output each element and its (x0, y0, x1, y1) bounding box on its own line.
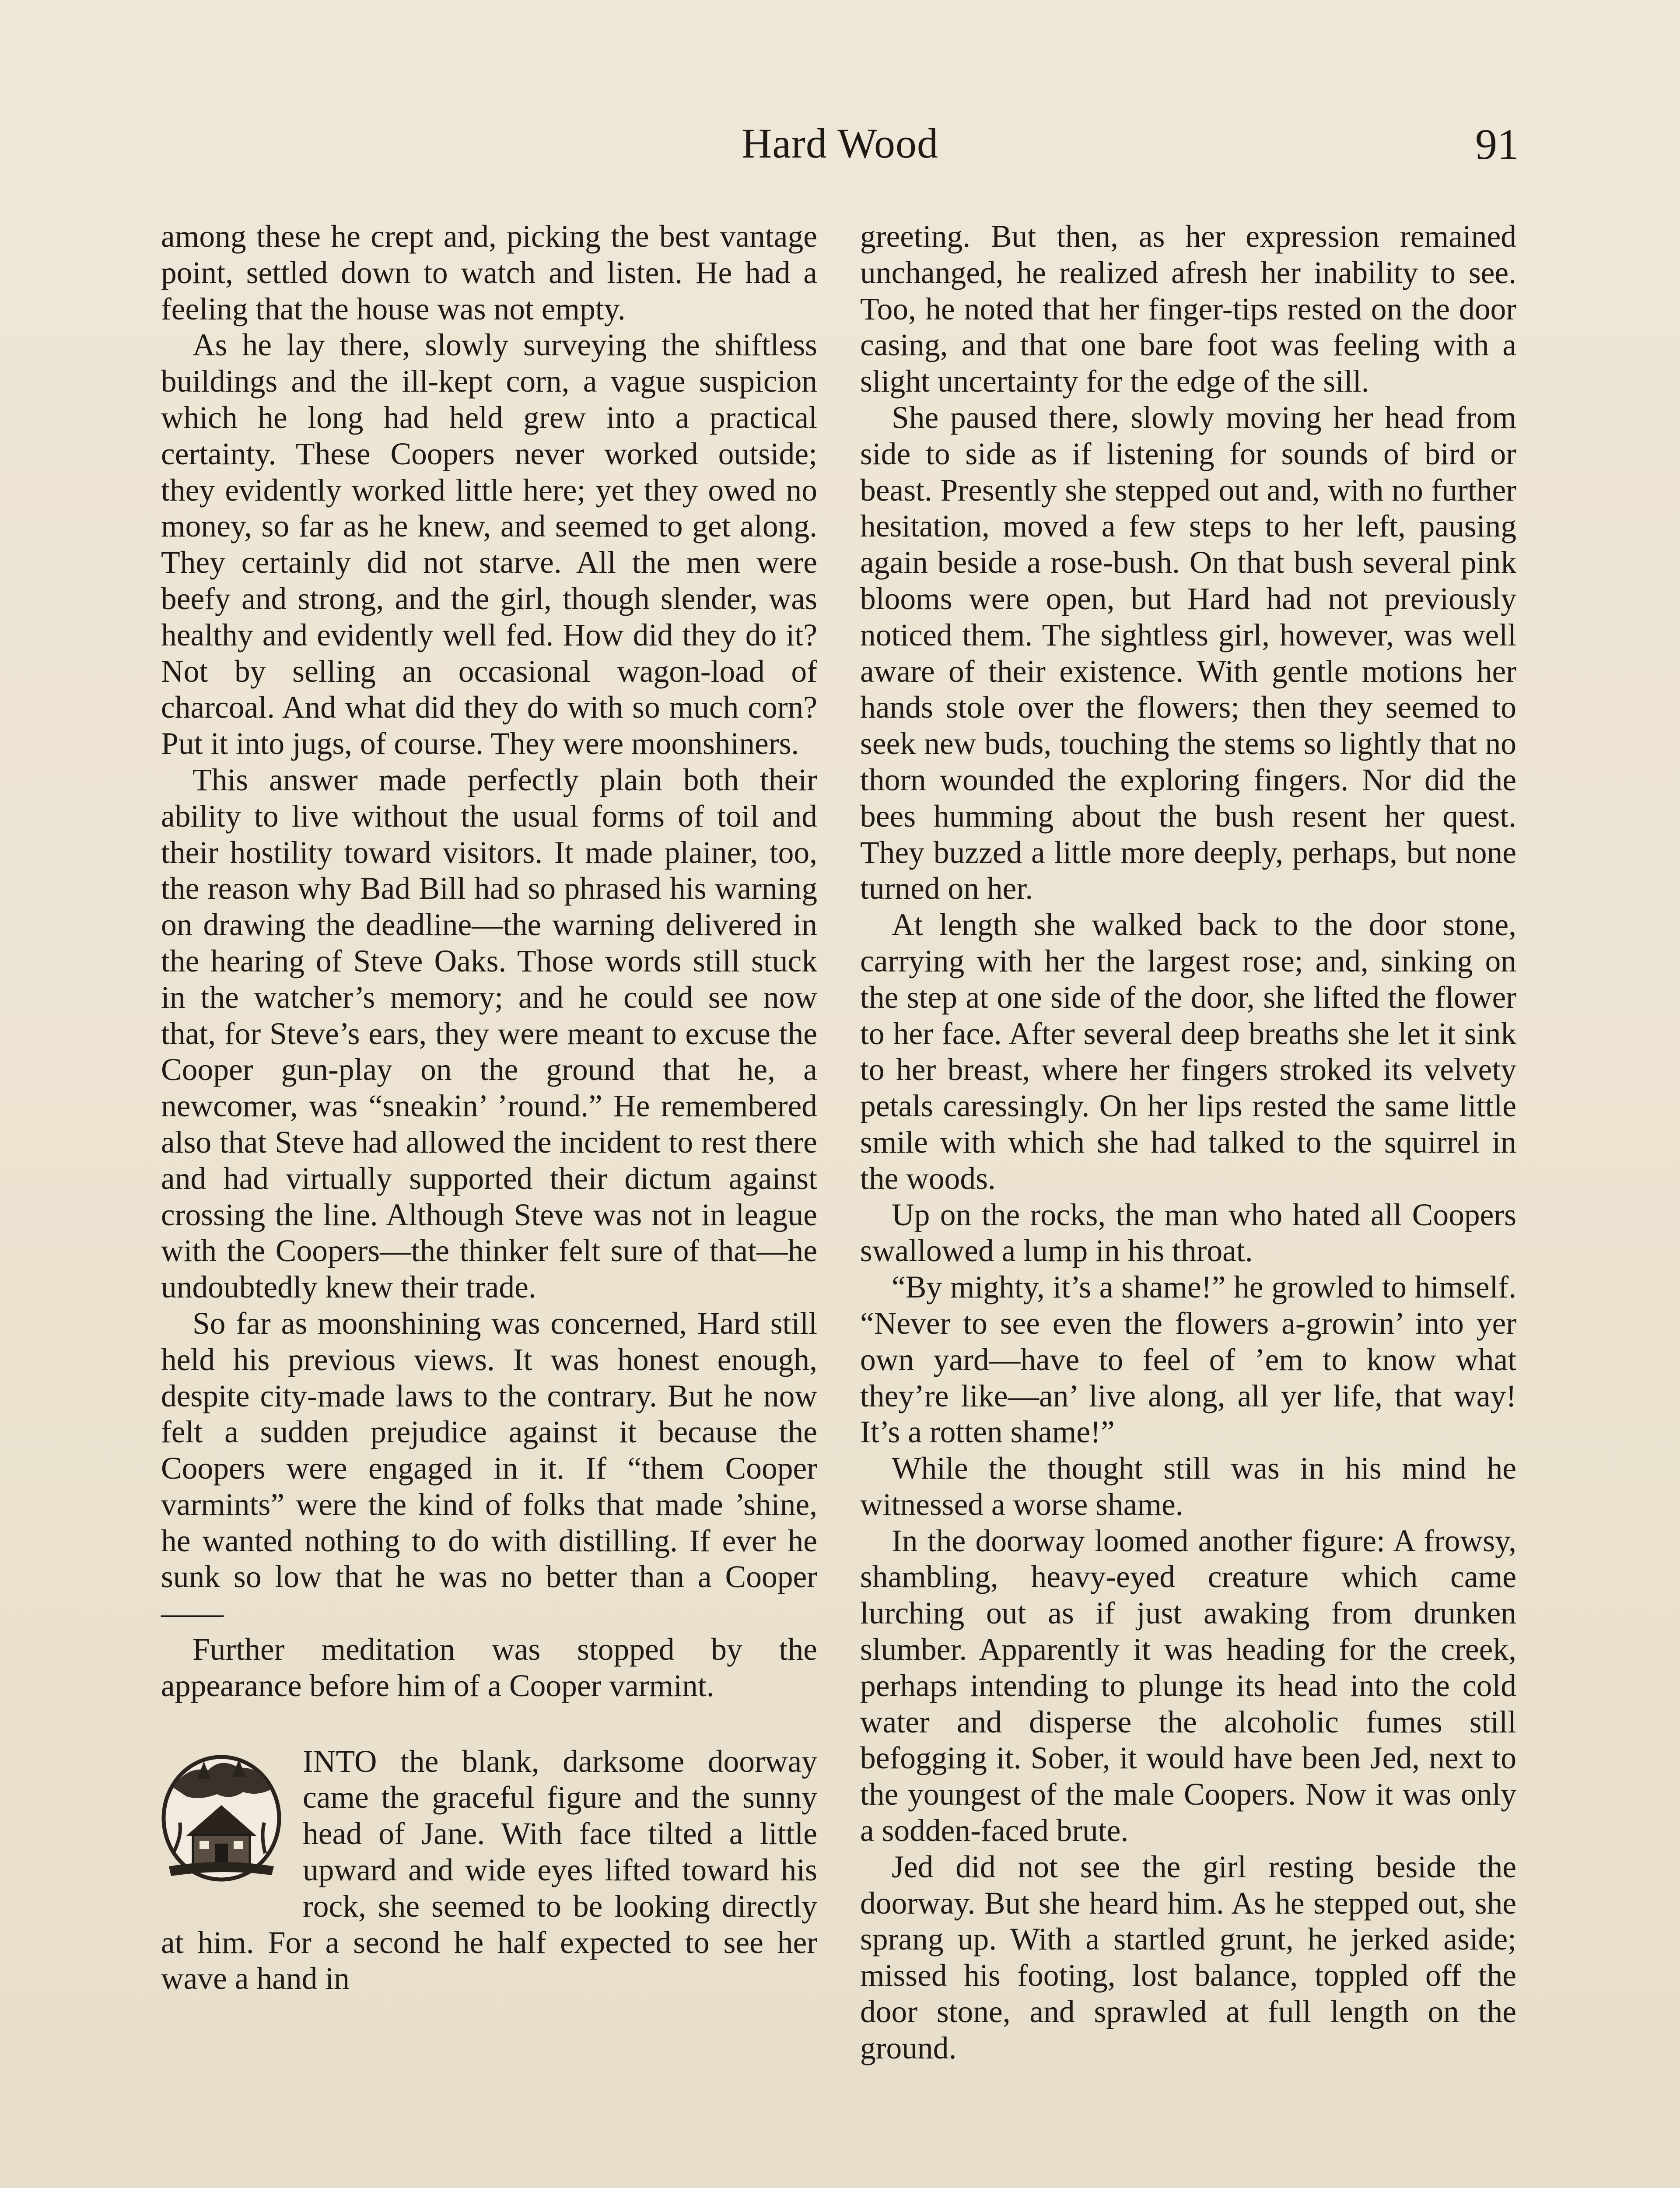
paragraph: Up on the rocks, the man who hated all Coopers swallowed a lump in his throat. (860, 1197, 1516, 1269)
paragraph: Further meditation was stopped by the appearance before him of a Cooper varmint. (161, 1632, 817, 1703)
paragraph: At length she walked back to the door stone, carrying with her the largest rose; and, sinking on the step at one side of the door, she lifted the flower to her face. After several deep breaths she let it sink to her breast, where her fingers stroked its velvety petals caressingly. On her lips rested the same little smile with which she had talked to the squirrel in the woods. (860, 908, 1516, 1196)
paragraph: While the thought still was in his mind he witnessed a worse shame. (860, 1451, 1516, 1522)
paragraph: She paused there, slowly moving her head from side to side as if listening for sounds of bird or beast. Presently she stepped out and, with no further hesitation, moved a few steps to her left, pausing again beside a rose-bush. On that bush several pink blooms were open, but Hard had not previously noticed them. The sightless girl, however, was well aware of their existence. With gentle motions her hands stole over the flowers; then they seemed to seek new buds, touching the stems so lightly that no thorn wounded the exploring fingers. Nor did the bees humming about the bush resent her quest. They buzzed a little more deeply, perhaps, but none turned on her. (860, 400, 1516, 906)
page-number: 91 (1475, 120, 1519, 168)
paragraph: As he lay there, slowly surveying the shiftless buildings and the ill-kept corn, a vague suspicion which he long had held grew into a practical certainty. These Coopers never worked outside; they evidently worked little here; yet they owed no money, so far as he knew, and seemed to get along. They certainly did not starve. All the men were beefy and strong, and the girl, though slender, was healthy and evidently well fed. How did they do it? Not by selling an occasional wagon-load of charcoal. And what did they do with so much corn? Put it into jugs, of course. They were moonshiners. (161, 328, 817, 761)
section-start-paragraph (161, 1744, 817, 1998)
running-title: Hard Wood (741, 120, 939, 167)
page-header (0, 119, 1680, 180)
cabin-illustration-icon (156, 1748, 287, 1888)
paragraph: This answer made perfectly plain both their ability to live without the usual forms of toil and their hostility toward visitors. It made plainer, too, the reason why Bad Bill had so phrased his warning on drawing the deadline—the warning delivered in the hearing of Steve Oaks. Those words still stuck in the watcher’s memory; and he could see now that, for Steve’s ears, they were meant to excuse the Cooper gun-play on the ground that he, a newcomer, was “sneakin’ ’round.” He remembered also that Steve had allowed the incident to rest there and had virtually supported their dictum against crossing the line. Although Steve was not in league with the Coopers—the thinker felt sure of that—he undoubtedly knew their trade. (161, 762, 817, 1305)
paragraph-text: INTO the blank, darksome doorway came the graceful figure and the sunny head of Jane. With face tilted a little upward and wide eyes lifted toward his rock, she seemed to be looking directly at him. For a second he half expected to see her wave a hand in (161, 1744, 817, 1996)
paragraph: Jed did not see the girl resting beside the doorway. But she heard him. As he stepped out, she sprang up. With a startled grunt, he jerked aside; missed his footing, lost balance, toppled off the door stone, and sprawled at full length on the ground. (860, 1849, 1516, 2065)
left-column (161, 219, 817, 1997)
paragraph: among these he crept and, picking the best vantage point, settled down to watch and listen. He had a feeling that the house was not empty. (161, 219, 817, 326)
right-column (860, 219, 1516, 2067)
paragraph: In the doorway loomed another figure: A frowsy, shambling, heavy-eyed creature which came lurching out as if just awaking from drunken slumber. Apparently it was heading for the creek, perhaps intending to plunge its head into the cold water and disperse the alcoholic fumes still befogging it. Sober, it would have been Jed, next to the youngest of the male Coopers. Now it was only a sodden-faced brute. (860, 1523, 1516, 1848)
paragraph: greeting. But then, as her expression remained unchanged, he realized afresh her inability to see. Too, he noted that her finger-tips rested on the door casing, and that one bare foot was feeling with a slight uncertainty for the edge of the sill. (860, 219, 1516, 399)
paragraph: So far as moonshining was concerned, Hard still held his previous views. It was honest enough, despite city-made laws to the contrary. But he now felt a sudden prejudice against it because the Coopers were engaged in it. If “them Cooper varmints” were the kind of folks that made ’shine, he wanted nothing to do with distilling. If ever he sunk so low that he was no better than a Cooper—— (161, 1306, 817, 1631)
paragraph: “By mighty, it’s a shame!” he growled to himself. “Never to see even the flowers a-growin’ into yer own yard—have to feel of ’em to know what they’re like—an’ live along, all yer life, that way! It’s a rotten shame!” (860, 1270, 1516, 1450)
